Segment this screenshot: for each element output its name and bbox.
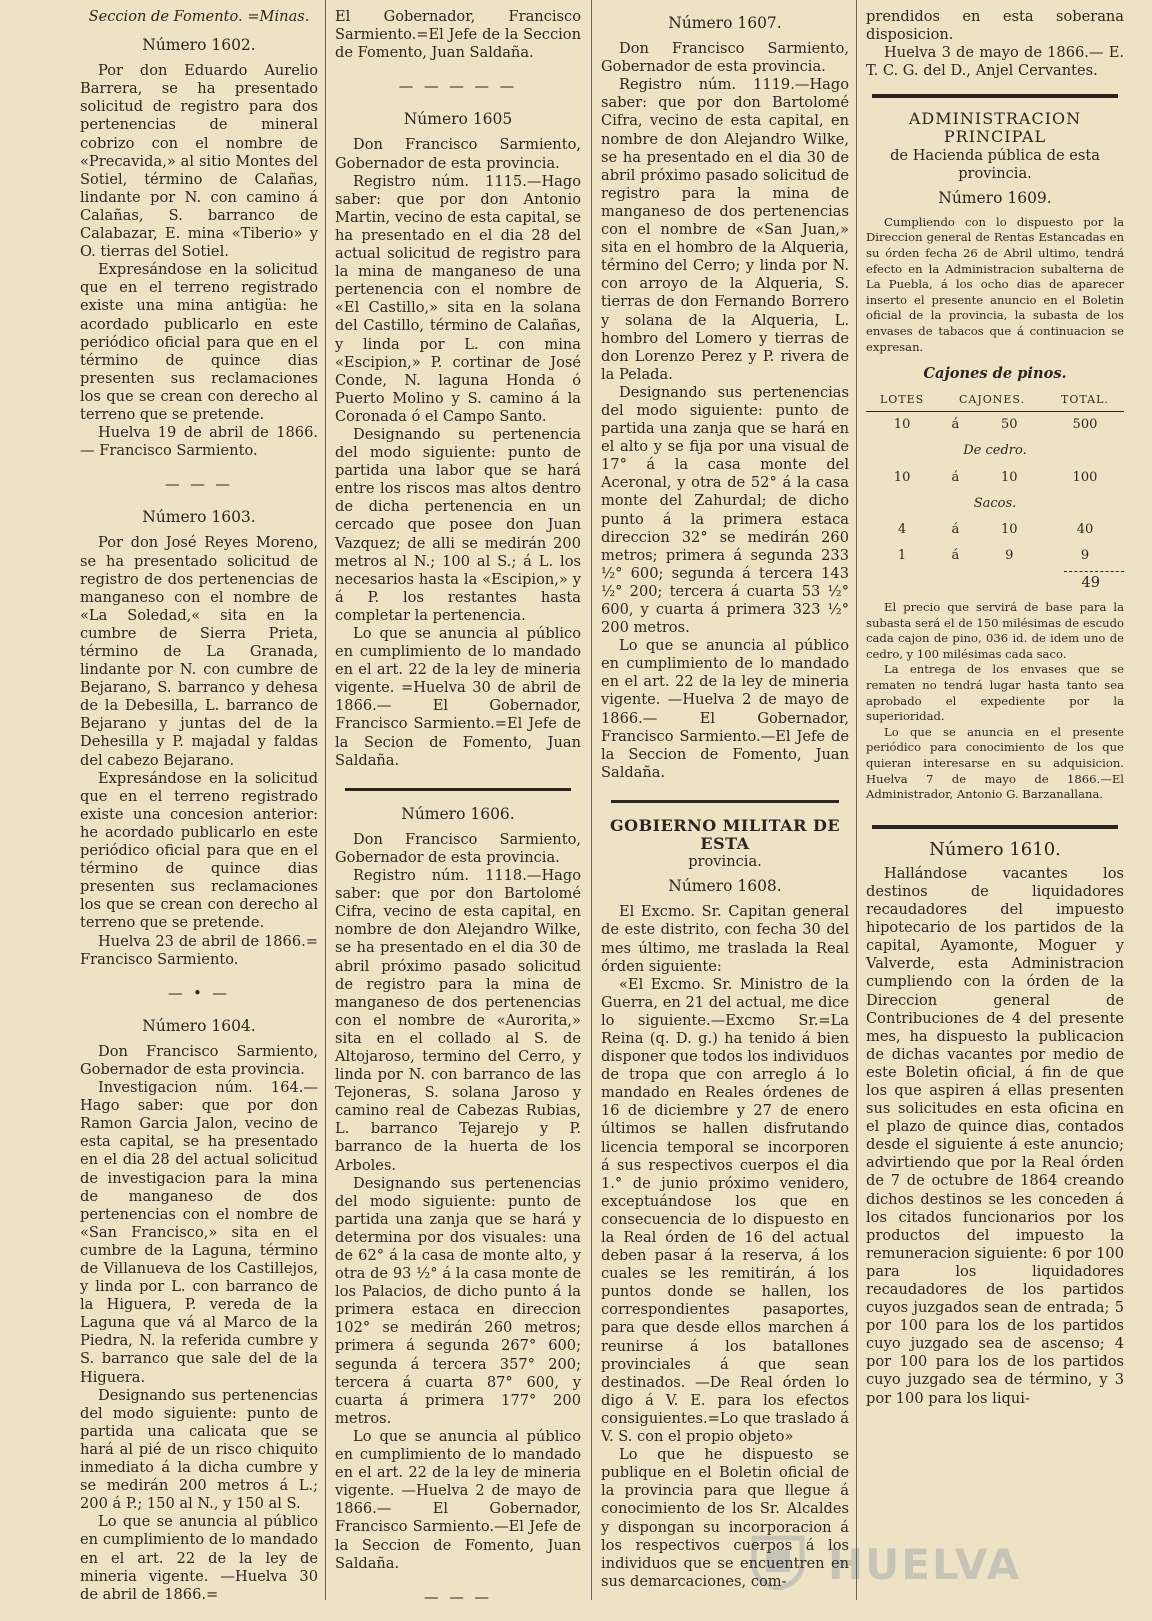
separator: — — —	[164, 476, 234, 494]
notice-heading: Número 1606.	[401, 804, 515, 823]
table-row	[866, 543, 1124, 569]
separator: — — —	[423, 1588, 493, 1606]
watermark-text: HUELVA	[828, 1540, 1022, 1589]
table-header: LOTES	[866, 389, 938, 412]
notice-paragraph: Designando sus pertenencias del modo siguiente: punto de partida una zanja que se hará y determina por dos visuales: una de 62° á la casa de monte alto, y otra de 93 ½° á la casa monte de los Palacios, de dicho punto á la primera estaca en direccion 102° se medirán 260 metros; primera á segunda 267° 600; segunda á tercera 357° 200; tercera á cuarta 87° 600, y cuarta á primera 177° 200 metros.	[335, 1174, 581, 1427]
notice-paragraph: Cumpliendo con lo dispuesto por la Direccion general de Rentas Estancadas en su órden fecha 26 de Abril ultimo, tendrá efecto en la Administracion subalterna de La Puebla, á los ocho dias de aparecer inserto el presente anuncio en el Boletin oficial de la provincia, la subasta de los envases de tabacos que á continuacion se expresan.	[866, 214, 1124, 354]
table-cell: á	[951, 469, 960, 485]
notice-signature: Huelva 3 de mayo de 1866.— E. T. C. G. del D., Anjel Cervantes.	[866, 44, 1124, 80]
notice-paragraph: Don Francisco Sarmiento, Gobernador de esta provincia.	[335, 830, 581, 866]
notice-heading: Número 1610.	[929, 838, 1061, 860]
notice-continuation: prendidos en esta soberana disposicion.	[866, 8, 1124, 44]
notice-paragraph: Expresándose en la solicitud que en el terreno registrado existe una mina antigüa: he acordado publicarlo en este periódico oficial para que en el término de quince dias presenten sus reclamaciones los que se crean con derecho al terreno que se pretende.	[80, 261, 318, 423]
section-title: ADMINISTRACION PRINCIPAL	[908, 109, 1082, 147]
table-cell: 9	[1005, 547, 1014, 563]
section-rule	[872, 94, 1118, 98]
notice-paragraph: Designando su pertenencia del modo siguiente: punto de partida una labor que se hará entre los riscos mas altos dentro de dicha pertenencia en un cercado que posee don Juan Vazquez; de alli se medirán 200 metros al N.; 100 al S.; á L. los necesarios hasta la «Escipion,» y á P. los restantes hasta completar la pertenencia.	[335, 425, 581, 624]
notice-heading: Número 1608.	[668, 877, 782, 896]
notice-paragraph: Hallándose vacantes los destinos de liquidadores recaudadores del impuesto hipotecario de los partidos de la capital, Ayamonte, Moguer y Valverde, esta Administracion cumpliendo con la órden de la Direccion general de Contribuciones de 4 del presente mes, ha dispuesto la publicacion de dichas vacantes por medio de este Boletin oficial, á fin de que los que aspiren á ellas presenten sus solicitudes en esta oficina en el plazo de quince dias, contados desde el siguiente á este anuncio; advirtiendo que por la Real órden de 7 de octubre de 1864 creando dichos destinos se les conceden á los citados funcionarios por los productos del impuesto la remuneracion siguiente: 6 por 100 para los liquidadores recaudadores de los partidos cuyos juzgados sean de entrada; 5 por 100 para los de los partidos cuyo juzgado sea de ascenso; 4 por 100 para los de los partidos cuyo juzgado sea de término, y 3 por 100 para los liqui-	[866, 864, 1124, 1407]
table-cell: 10	[1000, 469, 1018, 485]
total-rule	[1064, 571, 1124, 572]
column-3	[601, 8, 849, 1591]
separator: — — — — —	[398, 78, 518, 96]
notice-paragraph: Registro núm. 1118.—Hago saber: que por don Bartolomé Cifra, vecino de esta capital, en nombre de don Alejandro Wilke, se ha presentado en el dia 30 de abril próximo pasado solicitud de registro para la mina de manganeso de dos pertenencias con el nombre de «Aurorita,» sita en el collado al S. de Altojaroso, termino del Cerro, y linda por N. con barranco de las Tejoneras, S. solana Jaroso y camino real de Cabezas Rubias, L. barranco Tejarejo y P. barranco de la huerta de los Arboles.	[335, 867, 581, 1174]
table-cell: 500	[1072, 417, 1098, 433]
table-cell: á	[951, 417, 960, 433]
notice-continuation: El Gobernador, Francisco Sarmiento.=El Jefe de la Seccion de Fomento, Juan Saldaña.	[335, 8, 581, 62]
table-subtitle: De cedro.	[963, 443, 1027, 459]
table-total: 49	[1081, 573, 1100, 591]
notice-paragraph: Don Francisco Sarmiento, Gobernador de esta provincia.	[601, 40, 849, 76]
table-header: TOTAL.	[1046, 389, 1124, 412]
table-cell: 4	[897, 521, 907, 537]
section-rule	[872, 825, 1118, 829]
notice-paragraph: Registro núm. 1119.—Hago saber: que por don Bartolomé Cifra, vecino de esta capital, en nombre de don Alejandro Wilke, se ha presentado en el dia 30 de abril próximo pasado solicitud de registro para la mina de manganeso de dos pertenencias con el nombre de «San Juan,» sita en el hombro de la Alqueria, término del Cerro; y linda por N. con arroyo de la Alqueria, S. tierras de don Fernando Borrero y solana de la Alqueria, L. hombro del Lomero y tierras de don Lorenzo Perez y P. rivera de la Pelada.	[601, 76, 849, 383]
section-subtitle: provincia.	[688, 853, 762, 871]
notice-paragraph: «El Excmo. Sr. Ministro de la Guerra, en 21 del actual, me dice lo siguiente.—Excmo Sr.=La Reina (q. D. g.) ha tenido á bien disponer que todos los individuos de tropa que con arreglo á lo mandado en Reales órdenes de 16 de diciembre y 27 de enero últimos se hallen disfrutando licencia temporal se incorporen á sus respectivos cuerpos el dia 1.° de junio próximo venidero, exceptuándose los que en consecuencia de lo dispuesto en la Real órden de 16 del actual deben pasar á la reserva, á los cuales se les remitirán, á los puntos donde se hallen, los correspondientes pasaportes, para que desde ellos marchen á reunirse á los batallones provinciales á que sean destinados. —De Real órden lo digo á V. E. para los efectos consiguientes.=Lo que traslado á V. S. con el propio objeto»	[601, 975, 849, 1446]
shield-icon	[748, 1534, 808, 1590]
notice-heading: Número 1605	[403, 110, 513, 129]
table-cell: á	[951, 547, 960, 563]
notice-paragraph: Lo que se anuncia al público en cumplimiento de lo mandado en el art. 22 de la ley de mineria vigente. —Huelva 2 de mayo de 1866.— El Gobernador, Francisco Sarmiento.—El Jefe de la Seccion de Fomento, Juan Saldaña.	[335, 1427, 581, 1572]
table-cell: 10	[893, 417, 911, 433]
notice-paragraph: El Excmo. Sr. Capitan general de este distrito, con fecha 30 del mes último, me traslada la Real órden siguiente:	[601, 903, 849, 975]
table-cell: á	[951, 521, 960, 537]
table-cell: 10	[893, 469, 911, 485]
column-1	[80, 8, 318, 1604]
table-cell: 9	[1080, 547, 1090, 563]
table-subtitle: Sacos.	[973, 495, 1017, 511]
table-cell: 10	[1000, 521, 1018, 537]
table-row	[866, 517, 1124, 543]
auction-table	[866, 389, 1124, 569]
notice-paragraph: Expresándose en la solicitud que en el terreno registrado existe una concesion anterior: he acordado publicarlo en este periódico oficial para que en el término de quince dias presenten sus reclamaciones los que se crean con derecho al terreno que se pretende.	[80, 769, 318, 932]
column-divider	[856, 0, 857, 1600]
column-4	[866, 8, 1124, 1408]
table-row	[866, 465, 1124, 491]
section-rule	[611, 800, 839, 803]
notice-paragraph: Don Francisco Sarmiento, Gobernador de esta provincia.	[335, 136, 581, 172]
notice-paragraph: El precio que servirá de base para la subasta será el de 150 milésimas de escudo cada cajon de pino, 036 id. de idem uno de cedro, y 100 milésimas cada saco.	[866, 600, 1124, 661]
column-divider	[591, 0, 592, 1600]
table-cell: 1	[897, 547, 907, 563]
notice-paragraph: Lo que he dispuesto se publique en el Boletin oficial de la provincia para que llegue á conocimiento de los Sr. Alcaldes y dispongan su incorporacion á los respectivos cuerpos á los individuos que se encuentren en sus demarcaciones, com-	[601, 1446, 849, 1590]
column-divider	[325, 0, 326, 1600]
notice-paragraph: Lo que se anuncia al público en cumplimiento de lo mandado en el art. 22 de la ley de mineria vigente. =Huelva 30 de abril de 1866.— El Gobernador, Francisco Sarmiento.=El Jefe de la Secion de Fomento, Juan Saldaña.	[335, 625, 581, 769]
table-cell: 50	[1000, 417, 1018, 433]
notice-paragraph: Lo que se anuncia al público en cumplimiento de lo mandado en el art. 22 de la ley de mineria vigente. —Huelva 2 de mayo de 1866.— El Gobernador, Francisco Sarmiento.—El Jefe de la Seccion de Fomento, Juan Saldaña.	[601, 637, 849, 781]
notice-heading: Número 1607.	[668, 14, 782, 32]
section-header: Seccion de Fomento. =Minas.	[88, 8, 310, 25]
section-title: GOBIERNO MILITAR DE ESTA	[609, 815, 841, 854]
notice-heading: Número 1604.	[142, 1016, 256, 1035]
notice-paragraph: Por don Eduardo Aurelio Barrera, se ha presentado solicitud de registro para dos pertenencias de mineral cobrizo con el nombre de «Precavida,» al sitio Montes del Sotiel, término de Calañas, lindante por N. con camino á Calañas, S. barranco de Calabazar, E. mina «Tiberio» y O. tierras del Sotiel.	[80, 62, 318, 261]
notice-heading: Número 1609.	[938, 188, 1052, 207]
column-2	[335, 8, 581, 1621]
notice-heading: Número 1602.	[142, 36, 256, 55]
notice-signature: Huelva 23 de abril de 1866.= Francisco Sarmiento.	[80, 932, 318, 968]
section-rule	[345, 788, 571, 791]
notice-paragraph: Designando sus pertenencias del modo siguiente: punto de partida una calicata que se hará al pié de un risco chiquito inmediato á la dicha cumbre y se medirán 200 metros á L.; 200 á P.; 150 al N., y 150 al S.	[80, 1386, 318, 1513]
watermark	[748, 1534, 1124, 1590]
table-header: CAJONES.	[938, 389, 1046, 412]
notice-paragraph: Don Francisco Sarmiento, Gobernador de esta provincia.	[80, 1042, 318, 1078]
notice-signature: Huelva 19 de abril de 1866.— Francisco Sarmiento.	[80, 424, 318, 460]
notice-paragraph: Lo que se anuncia en el presente periódico para conocimiento de los que quieran interesarse en su adquisicion. Huelva 7 de mayo de 1866.—El Administrador, Antonio G. Barzanallana.	[866, 724, 1124, 802]
notice-paragraph: Investigacion núm. 164.—Hago saber: que por don Ramon Garcia Jalon, vecino de esta capital, se ha presentado en el dia 28 del actual solicitud de investigacion para la mina de manganeso de dos pertenencias con el nombre de «San Francisco,» sita en el cumbre de la Laguna, término de Villanueva de los Castillejos, y linda por L. con barranco de la Higuera, P. vereda de la Laguna que vá al Marco de la Piedra, N. la referida cumbre y S. barranco que sale del de la Higuera.	[80, 1079, 318, 1386]
table-cell: 40	[1076, 521, 1094, 537]
notice-paragraph: Registro núm. 1115.—Hago saber: que por don Antonio Martin, vecino de esta capital, se ha presentado en el dia 28 del actual solicitud de registro para la mina de manganeso de una pertenencia con el nombre de «El Castillo,» sita en la solana del Castillo, término de Calañas, y linda por L. con mina «Escipion,» P. cortinar de José Conde, N. laguna Honda ó Puerto Molino y S. camino á la Coronada ó el Campo Santo.	[335, 172, 581, 425]
notice-paragraph: La entrega de los envases que se rematen no tendrá lugar hasta tanto sea aprobado el expediente por la superioridad.	[866, 662, 1124, 724]
notice-paragraph: Por don José Reyes Moreno, se ha presentado solicitud de registro de dos pertenencias de manganeso con el nombre de «La Soledad,« sita en la cumbre de Sierra Prieta, término de La Granada, lindante por N. con cumbre de Bejarano, S. barranco y dehesa de la Debesilla, L. barranco de Bejarano y juntas del de la Dehesilla y P. majadal y faldas del cabezo Bejarano.	[80, 534, 318, 769]
table-title: Cajones de pinos.	[923, 365, 1067, 383]
table-cell: 100	[1072, 469, 1098, 485]
notice-paragraph: Designando sus pertenencias del modo siguiente: punto de partida una zanja que se hará en el alto y se fija por una visual de 17° á la casa monte del Aceronal, y otra de 52° á la casa monte del Zahurdal; de dicho punto á la primera estaca direccion 32° se medirán 260 metros; primera á segunda 233 ½° 600; segunda á tercera 143 ½° 200; tercera á cuarta 53 ½° 600, y cuarta á primera 323 ½° 200 metros.	[601, 383, 849, 637]
notice-paragraph: Lo que se anuncia al público en cumplimiento de lo mandado en el art. 22 de la ley de mineria vigente. —Huelva 30 de abril de 1866.=	[80, 1513, 318, 1603]
notice-heading: Número 1603.	[142, 508, 256, 527]
separator: — • —	[167, 984, 231, 1002]
section-subtitle: de Hacienda pública de esta provincia.	[890, 146, 1100, 182]
table-row	[866, 412, 1124, 439]
